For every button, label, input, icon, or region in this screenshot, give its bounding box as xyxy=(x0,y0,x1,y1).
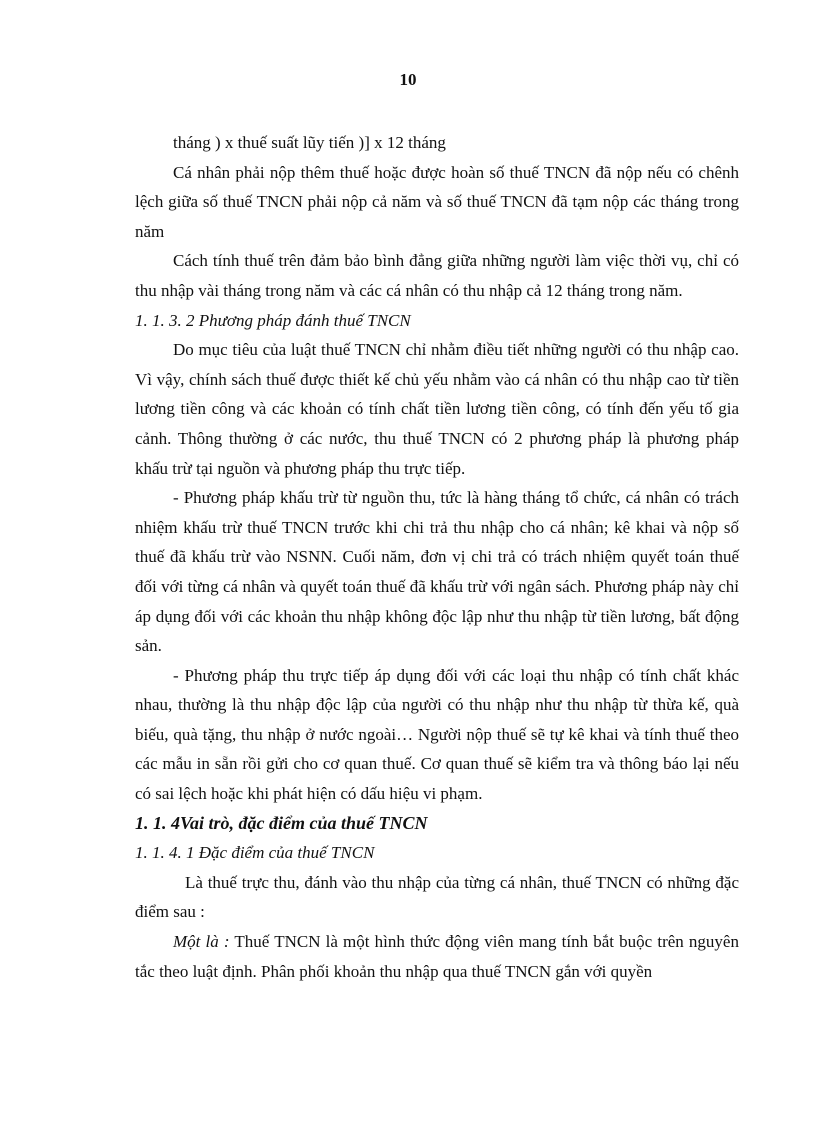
paragraph-adjustment: Cá nhân phải nộp thêm thuế hoặc được hoàn số thuế TNCN đã nộp nếu có chênh lệch giữa số thuế TNCN phải nộp cả năm và số thuế TNCN đã tạm nộp các tháng trong năm xyxy=(135,162,739,241)
paragraph-characteristics-intro: Là thuế trực thu, đánh vào thu nhập của từng cá nhân, thuế TNCN có những đặc điểm sau : xyxy=(135,872,739,922)
paragraph-first-characteristic xyxy=(135,927,739,986)
document-body xyxy=(135,128,739,986)
paragraph-objective: Do mục tiêu của luật thuế TNCN chỉ nhằm điều tiết những người có thu nhập cao. Vì vậy, chính sách thuế được thiết kế chủ yếu nhằm vào cá nhân có thu nhập cao từ tiền lương tiền công và các khoản có tính chất tiền lương tiền công, có tính đến yếu tố gia cảnh. Thông thường ở các nước, thu thuế TNCN có 2 phương pháp là phương pháp khấu trừ tại nguồn và phương pháp thu trực tiếp. xyxy=(135,340,739,478)
section-heading-1-1-4-1: 1. 1. 4. 1 Đặc điểm của thuế TNCN xyxy=(135,843,375,863)
section-heading-1-1-4: 1. 1. 4Vai trò, đặc điểm của thuế TNCN xyxy=(135,812,428,833)
section-heading-1-1-3-2: 1. 1. 3. 2 Phương pháp đánh thuế TNCN xyxy=(135,310,411,330)
page-number: 10 xyxy=(399,70,417,89)
paragraph-formula-end: tháng ) x thuế suất lũy tiến )] x 12 tháng xyxy=(173,133,446,152)
paragraph-equality: Cách tính thuế trên đảm bảo bình đẳng giữa những người làm việc thời vụ, chỉ có thu nhập vài tháng trong năm và các cá nhân có thu nhập cả 12 tháng trong năm. xyxy=(135,251,739,300)
first-characteristic-lead: Một là : xyxy=(173,932,230,952)
first-characteristic-text: Thuế TNCN là một hình thức động viên mang tính bắt buộc trên nguyên tắc theo luật định. Phân phối khoản thu nhập qua thuế TNCN gắn với quyền xyxy=(135,932,739,981)
paragraph-withholding-method: - Phương pháp khấu trừ từ nguồn thu, tức là hàng tháng tổ chức, cá nhân có trách nhiệm khấu trừ thuế TNCN trước khi chi trả thu nhập cho cá nhân; kê khai và nộp số thuế đã khấu trừ vào NSNN. Cuối năm, đơn vị chi trả có trách nhiệm quyết toán thuế đối với từng cá nhân và quyết toán thuế đã khấu trừ với ngân sách. Phương pháp này chỉ áp dụng đối với các khoản thu nhập không độc lập như thu nhập từ tiền lương, bất động sản. xyxy=(135,488,739,656)
paragraph-direct-method: - Phương pháp thu trực tiếp áp dụng đối với các loại thu nhập có tính chất khác nhau, thường là thu nhập độc lập của người có thu nhập như thu nhập từ thừa kế, quà biếu, quà tặng, thu nhập ở nước ngoài… Người nộp thuế sẽ tự kê khai và tính thuế theo các mẫu in sẵn rồi gửi cho cơ quan thuế. Cơ quan thuế sẽ kiểm tra và thông báo lại nếu có sai lệch hoặc khi phát hiện có dấu hiệu vi phạm. xyxy=(135,665,739,804)
